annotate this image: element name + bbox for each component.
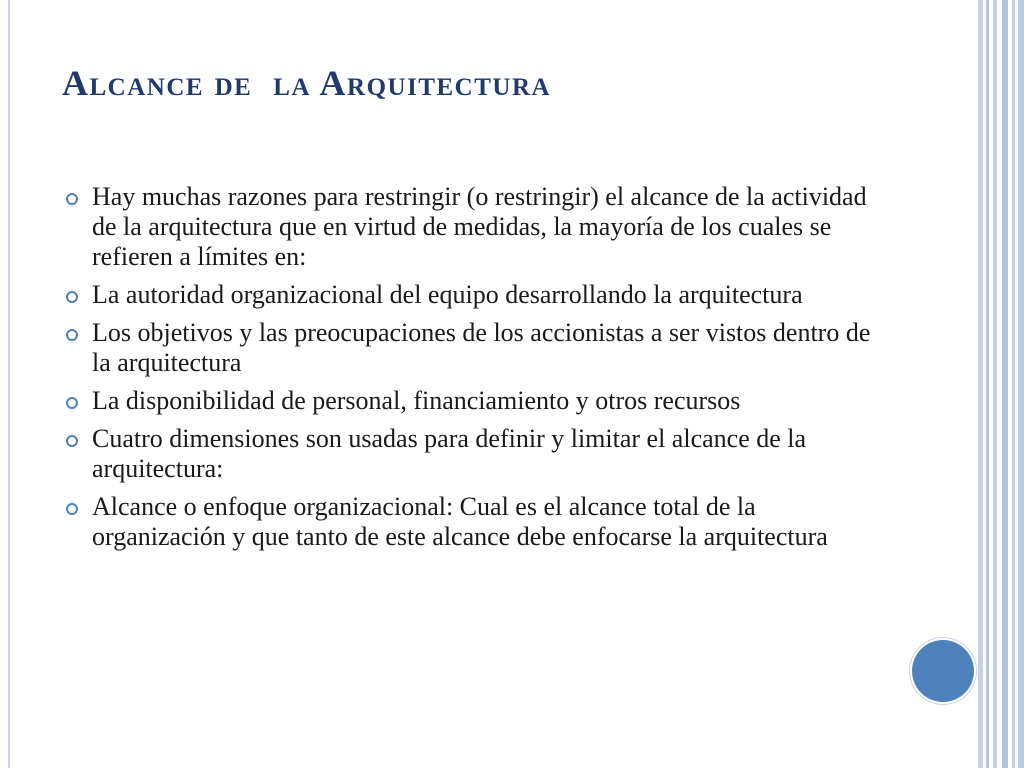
bullet-circle-icon <box>66 291 78 303</box>
stripe <box>1012 0 1015 768</box>
bullet-item <box>62 492 882 552</box>
left-border-line <box>8 0 10 768</box>
stripe <box>1018 0 1024 768</box>
stripe <box>993 0 997 768</box>
stripe <box>1002 0 1008 768</box>
bullet-circle-icon <box>66 329 78 341</box>
bullet-circle-icon <box>66 503 78 515</box>
bullet-text: Cuatro dimensiones son usadas para definir y limitar el alcance de la arquitectura: <box>92 424 807 483</box>
bullet-item <box>62 386 882 416</box>
bullet-text: La disponibilidad de personal, financiamiento y otros recursos <box>92 386 741 415</box>
bullet-item <box>62 280 882 310</box>
bullet-list <box>62 182 882 560</box>
stripe <box>978 0 983 768</box>
stripe <box>986 0 989 768</box>
bullet-circle-icon <box>66 435 78 447</box>
slide-title: Alcance de la Arquitectura <box>62 63 552 103</box>
bullet-circle-icon <box>66 397 78 409</box>
bullet-item <box>62 182 882 272</box>
bullet-item <box>62 318 882 378</box>
bullet-circle-icon <box>66 193 78 205</box>
decorative-circle-icon <box>912 640 974 702</box>
bullet-text: La autoridad organizacional del equipo desarrollando la arquitectura <box>92 280 803 309</box>
bullet-item <box>62 424 882 484</box>
bullet-text: Hay muchas razones para restringir (o restringir) el alcance de la actividad de la arquitectura que en virtud de medidas, la mayoría de los cuales se refieren a límites en: <box>92 182 867 271</box>
right-decorative-stripes <box>978 0 1024 768</box>
bullet-text: Los objetivos y las preocupaciones de los accionistas a ser vistos dentro de la arquitectura <box>92 318 871 377</box>
bullet-text: Alcance o enfoque organizacional: Cual es el alcance total de la organización y que tanto de este alcance debe enfocarse la arquitectura <box>92 492 828 551</box>
